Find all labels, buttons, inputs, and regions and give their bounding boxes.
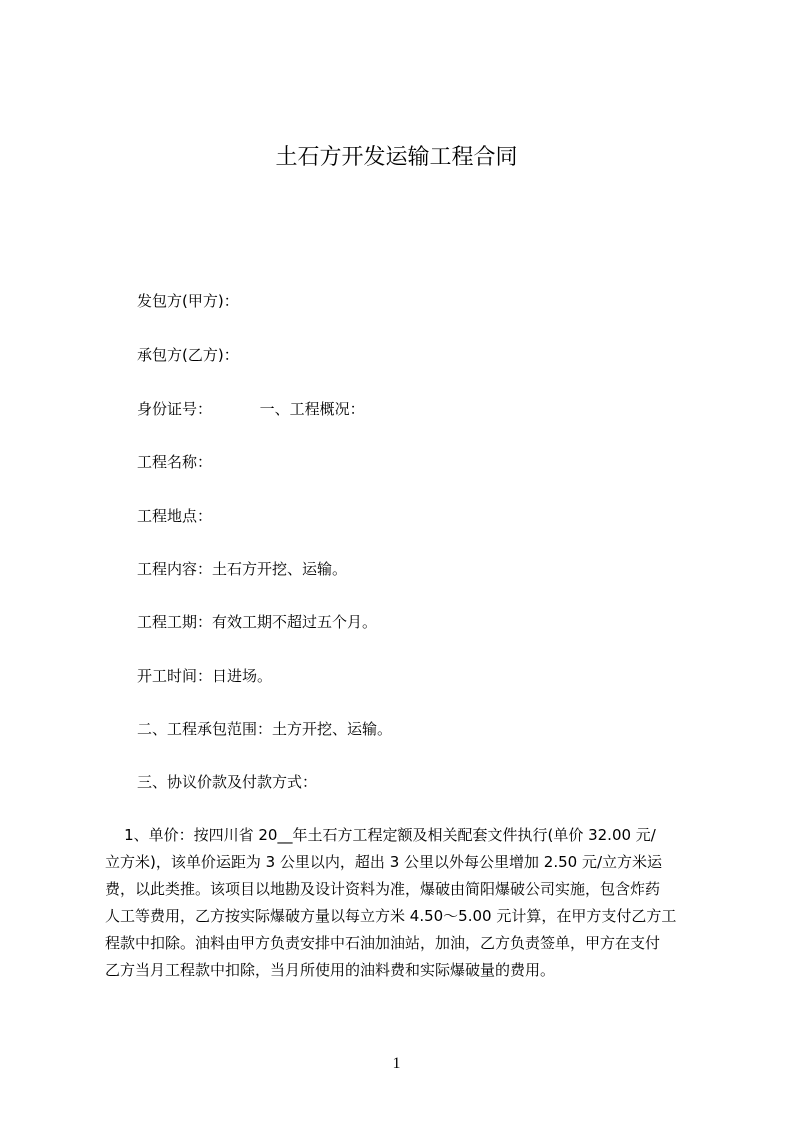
paragraph-line: 费，以此类推。该项目以地勘及设计资料为准，爆破由简阳爆破公司实施，包含炸药 (105, 880, 661, 898)
project-location-line: 工程地点： (137, 507, 213, 525)
project-name-line: 工程名称： (137, 453, 213, 471)
id-number-line: 身份证号： 一、工程概况： (137, 400, 365, 418)
party-b-line: 承包方(乙方)： (137, 346, 239, 364)
party-a-line: 发包方(甲方)： (137, 292, 239, 310)
document-title: 土石方开发运输工程合同 (275, 145, 518, 170)
page-number: 1 (392, 1055, 401, 1072)
project-content-line: 工程内容：土石方开挖、运输。 (137, 560, 348, 578)
paragraph-line: 立方米)，该单价运距为 3 公里以内，超出 3 公里以外每公里增加 2.50 元/立方米运 (105, 853, 663, 871)
start-time-line: 开工时间：日进场。 (137, 667, 273, 685)
project-duration-line: 工程工期：有效工期不超过五个月。 (137, 613, 378, 631)
paragraph-line: 乙方当月工程款中扣除，当月所使用的油料费和实际爆破量的费用。 (105, 961, 556, 979)
scope-heading: 二、工程承包范围：土方开挖、运输。 (137, 720, 393, 738)
paragraph-line: 程款中扣除。油料由甲方负责安排中石油加油站，加油，乙方负责签单，甲方在支付 (105, 934, 661, 952)
payment-heading: 三、协议价款及付款方式： (137, 773, 318, 791)
paragraph-line: 人工等费用，乙方按实际爆破方量以每立方米 4.50～5.00 元计算，在甲方支付乙方工 (105, 907, 677, 925)
unit-price-paragraph (105, 822, 697, 984)
paragraph-line: 1、单价：按四川省 20__年土石方工程定额及相关配套文件执行(单价 32.00 元/ (105, 826, 656, 844)
